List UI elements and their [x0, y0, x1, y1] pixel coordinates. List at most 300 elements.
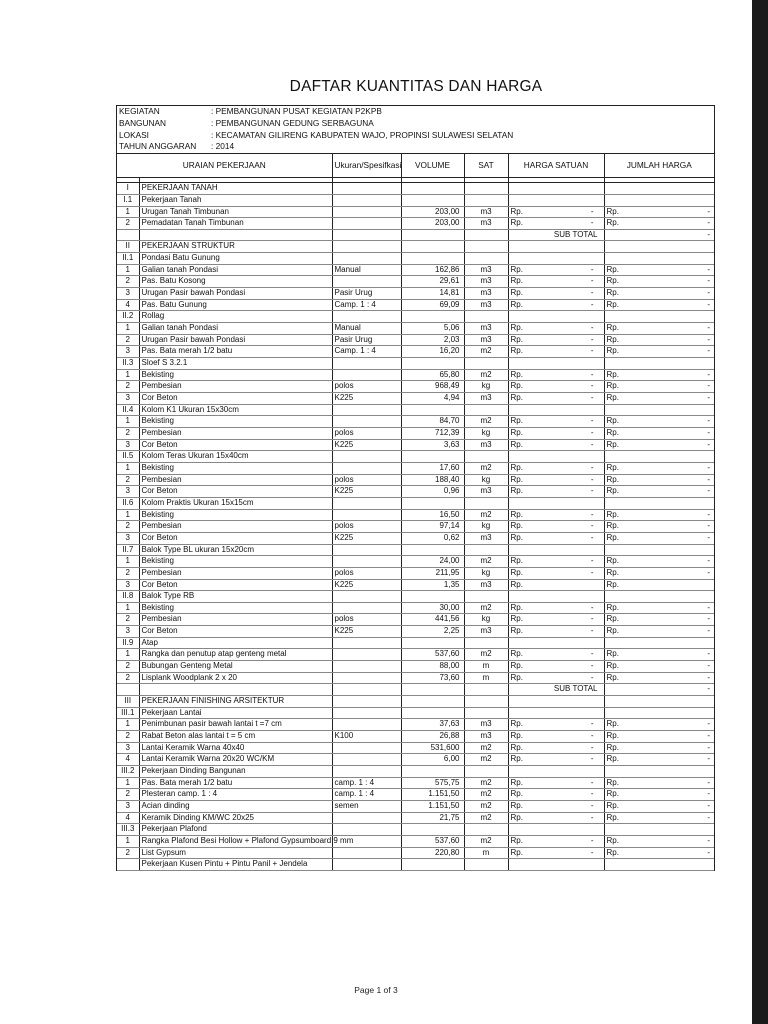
- row-number: 1: [117, 777, 139, 789]
- item-spec: polos: [332, 474, 401, 486]
- project-info-row: [117, 141, 714, 153]
- item-unit-price: [508, 323, 604, 335]
- currency-label: Rp.: [510, 521, 523, 531]
- table-row: [117, 264, 714, 276]
- empty-cell: [139, 229, 332, 241]
- subtotal-amount: -: [707, 229, 710, 239]
- total-price-value: -: [707, 614, 710, 624]
- item-unit-price: [508, 393, 604, 405]
- empty-cell: [604, 194, 714, 206]
- item-total-price: [604, 532, 714, 544]
- empty-cell: [508, 183, 604, 195]
- empty-cell: [464, 253, 508, 265]
- empty-cell: [508, 404, 604, 416]
- currency-label: Rp.: [606, 288, 619, 298]
- row-number: 4: [117, 812, 139, 824]
- item-unit-price: [508, 439, 604, 451]
- total-price-value: -: [707, 626, 710, 636]
- item-description: Keramik Dinding KM/WC 20x25: [139, 812, 332, 824]
- empty-cell: [508, 358, 604, 370]
- subsection-title: Balok Type BL ukuran 15x20cm: [139, 544, 332, 556]
- row-number: 4: [117, 299, 139, 311]
- item-unit-price: [508, 602, 604, 614]
- item-unit: m3: [464, 719, 508, 731]
- empty-cell: [464, 229, 508, 241]
- item-total-price: [604, 789, 714, 801]
- item-description: Pembesian: [139, 474, 332, 486]
- row-number: 1: [117, 416, 139, 428]
- item-unit: m2: [464, 789, 508, 801]
- empty-cell: [508, 311, 604, 323]
- subsection-title: Pondasi Batu Gunung: [139, 253, 332, 265]
- unit-price-value: -: [590, 532, 594, 542]
- currency-label: Rp.: [606, 276, 619, 286]
- item-unit-price: [508, 614, 604, 626]
- item-unit: m2: [464, 462, 508, 474]
- unit-price-value: -: [590, 789, 594, 799]
- empty-cell: [332, 451, 401, 463]
- currency-label: Rp.: [510, 847, 523, 857]
- project-info-value: : 2014: [211, 141, 235, 152]
- currency-label: Rp.: [510, 334, 523, 344]
- subsection-row: [117, 824, 714, 836]
- item-unit-price: [508, 754, 604, 766]
- empty-cell: [604, 253, 714, 265]
- item-total-price: [604, 812, 714, 824]
- item-total-price: [604, 800, 714, 812]
- item-description: Rangka dan penutup atap genteng metal: [139, 649, 332, 661]
- item-unit-price: [508, 218, 604, 230]
- currency-label: Rp.: [606, 649, 619, 659]
- total-price-value: -: [707, 334, 710, 344]
- currency-label: Rp.: [606, 474, 619, 484]
- project-info-value: : PEMBANGUNAN GEDUNG SERBAGUNA: [211, 117, 374, 128]
- table-row: [117, 742, 714, 754]
- item-volume: 97,14: [401, 521, 464, 533]
- currency-label: Rp.: [510, 731, 523, 741]
- item-volume: 30,00: [401, 602, 464, 614]
- currency-label: Rp.: [510, 835, 523, 845]
- item-spec: [332, 742, 401, 754]
- row-number: 2: [117, 276, 139, 288]
- row-number: 3: [117, 439, 139, 451]
- project-info-value: : PEMBANGUNAN PUSAT KEGIATAN P2KPB: [211, 106, 382, 116]
- currency-label: Rp.: [606, 439, 619, 449]
- row-number: III.2: [117, 766, 139, 778]
- item-total-price: [604, 334, 714, 346]
- item-unit: kg: [464, 521, 508, 533]
- item-volume: 1.151,50: [401, 789, 464, 801]
- total-price-value: -: [707, 323, 710, 333]
- subsection-row: [117, 451, 714, 463]
- item-description: Pembesian: [139, 614, 332, 626]
- empty-cell: [604, 241, 714, 253]
- item-total-price: [604, 474, 714, 486]
- currency-label: Rp.: [606, 218, 619, 228]
- table-row: [117, 847, 714, 859]
- item-volume: 1.151,50: [401, 800, 464, 812]
- unit-price-value: -: [590, 369, 594, 379]
- project-info-value: : KECAMATAN GILIRENG KABUPATEN WAJO, PROPINSI SULAWESI SELATAN: [211, 129, 514, 140]
- item-spec: [332, 847, 401, 859]
- subsection-title: Pekerjaan Lantai: [139, 707, 332, 719]
- total-price-value: -: [707, 381, 710, 391]
- item-unit: m2: [464, 742, 508, 754]
- row-number: 3: [117, 742, 139, 754]
- currency-label: Rp.: [510, 661, 523, 671]
- item-total-price: [604, 299, 714, 311]
- item-unit: m3: [464, 218, 508, 230]
- empty-cell: [332, 824, 401, 836]
- empty-cell: [117, 684, 139, 696]
- currency-label: Rp.: [510, 777, 523, 787]
- currency-label: Rp.: [606, 835, 619, 845]
- quantities-grid: [117, 153, 714, 871]
- empty-cell: [401, 358, 464, 370]
- item-unit: m2: [464, 649, 508, 661]
- subsection-row: [117, 358, 714, 370]
- item-unit-price: [508, 777, 604, 789]
- item-total-price: [604, 427, 714, 439]
- item-volume: 575,75: [401, 777, 464, 789]
- subsection-row: [117, 497, 714, 509]
- item-unit: m2: [464, 812, 508, 824]
- unit-price-value: -: [590, 614, 594, 624]
- item-total-price: [604, 276, 714, 288]
- item-unit: m2: [464, 602, 508, 614]
- row-number: II: [117, 241, 139, 253]
- row-number: 1: [117, 509, 139, 521]
- item-spec: Manual: [332, 264, 401, 276]
- empty-cell: [464, 707, 508, 719]
- currency-label: Rp.: [510, 474, 523, 484]
- item-volume: 73,60: [401, 672, 464, 684]
- table-row: [117, 754, 714, 766]
- item-unit: m3: [464, 299, 508, 311]
- item-total-price: [604, 462, 714, 474]
- empty-cell: [332, 311, 401, 323]
- item-unit: m3: [464, 393, 508, 405]
- empty-cell: [401, 194, 464, 206]
- empty-cell: [464, 859, 508, 871]
- table-row: [117, 381, 714, 393]
- row-number: II.8: [117, 591, 139, 603]
- subtotal-row: [117, 229, 714, 241]
- item-description: Bekisting: [139, 369, 332, 381]
- page-number: Page 1 of 3: [354, 985, 398, 995]
- item-spec: Pasir Urug: [332, 334, 401, 346]
- row-number: 1: [117, 556, 139, 568]
- currency-label: Rp.: [510, 626, 523, 636]
- item-spec: [332, 754, 401, 766]
- row-number: II.9: [117, 637, 139, 649]
- table-row: [117, 323, 714, 335]
- currency-label: Rp.: [606, 719, 619, 729]
- total-price-value: -: [707, 556, 710, 566]
- item-volume: 211,95: [401, 567, 464, 579]
- subsection-row: [117, 859, 714, 871]
- currency-label: Rp.: [606, 614, 619, 624]
- empty-cell: [332, 358, 401, 370]
- item-description: Cor Beton: [139, 626, 332, 638]
- item-unit: m: [464, 847, 508, 859]
- row-number: 3: [117, 532, 139, 544]
- currency-label: Rp.: [510, 288, 523, 298]
- item-volume: 220,80: [401, 847, 464, 859]
- row-number: 1: [117, 719, 139, 731]
- item-unit: m3: [464, 486, 508, 498]
- currency-label: Rp.: [510, 427, 523, 437]
- item-spec: Pasir Urug: [332, 288, 401, 300]
- unit-price-value: -: [590, 742, 594, 752]
- unit-price-value: -: [590, 719, 594, 729]
- item-description: Bekisting: [139, 602, 332, 614]
- unit-price-value: -: [590, 264, 594, 274]
- currency-label: Rp.: [510, 754, 523, 764]
- currency-label: Rp.: [510, 323, 523, 333]
- subtotal-value: [604, 684, 714, 696]
- item-volume: 21,75: [401, 812, 464, 824]
- item-unit: m2: [464, 416, 508, 428]
- subsection-row: [117, 707, 714, 719]
- item-unit-price: [508, 288, 604, 300]
- currency-label: Rp.: [606, 567, 619, 577]
- item-volume: 88,00: [401, 661, 464, 673]
- item-total-price: [604, 521, 714, 533]
- item-description: Bekisting: [139, 416, 332, 428]
- table-row: [117, 661, 714, 673]
- empty-cell: [401, 497, 464, 509]
- table-row: [117, 299, 714, 311]
- currency-label: Rp.: [510, 579, 523, 589]
- item-description: Cor Beton: [139, 439, 332, 451]
- item-volume: 968,49: [401, 381, 464, 393]
- item-spec: [332, 276, 401, 288]
- item-spec: [332, 602, 401, 614]
- item-unit: kg: [464, 427, 508, 439]
- subsection-row: [117, 591, 714, 603]
- unit-price-value: -: [590, 777, 594, 787]
- header-ukuran: Ukuran/Spesifkasi: [332, 154, 401, 178]
- currency-label: Rp.: [606, 206, 619, 216]
- currency-label: Rp.: [606, 672, 619, 682]
- unit-price-value: -: [590, 439, 594, 449]
- row-number: I: [117, 183, 139, 195]
- row-number: 3: [117, 288, 139, 300]
- item-total-price: [604, 754, 714, 766]
- currency-label: Rp.: [510, 649, 523, 659]
- empty-cell: [464, 183, 508, 195]
- currency-label: Rp.: [510, 276, 523, 286]
- item-description: Cor Beton: [139, 579, 332, 591]
- empty-cell: [464, 696, 508, 708]
- currency-label: Rp.: [606, 299, 619, 309]
- document-title: DAFTAR KUANTITAS DAN HARGA: [289, 78, 543, 95]
- project-info-key: LOKASI: [119, 129, 149, 140]
- total-price-value: -: [707, 789, 710, 799]
- total-price-value: -: [707, 602, 710, 612]
- item-description: Cor Beton: [139, 532, 332, 544]
- currency-label: Rp.: [606, 381, 619, 391]
- table-row: [117, 614, 714, 626]
- item-unit-price: [508, 427, 604, 439]
- table-row: [117, 486, 714, 498]
- item-unit-price: [508, 742, 604, 754]
- header-sat: SAT: [464, 154, 508, 178]
- subsection-row: [117, 253, 714, 265]
- item-unit-price: [508, 299, 604, 311]
- subsection-title: Kolom Praktis Ukuran 15x15cm: [139, 497, 332, 509]
- item-total-price: [604, 218, 714, 230]
- item-unit-price: [508, 474, 604, 486]
- unit-price-value: -: [590, 754, 594, 764]
- empty-cell: [508, 696, 604, 708]
- currency-label: Rp.: [510, 672, 523, 682]
- subtotal-amount: -: [707, 684, 710, 694]
- total-price-value: -: [707, 567, 710, 577]
- currency-label: Rp.: [606, 812, 619, 822]
- empty-cell: [508, 544, 604, 556]
- item-description: Urugan Pasir bawah Pondasi: [139, 334, 332, 346]
- project-info-row: [117, 106, 714, 118]
- item-total-price: [604, 264, 714, 276]
- item-spec: K225: [332, 579, 401, 591]
- unit-price-value: -: [590, 521, 594, 531]
- table-row: [117, 556, 714, 568]
- total-price-value: -: [707, 731, 710, 741]
- currency-label: Rp.: [510, 299, 523, 309]
- table-row: [117, 218, 714, 230]
- row-number: II.5: [117, 451, 139, 463]
- currency-label: Rp.: [606, 789, 619, 799]
- table-row: [117, 462, 714, 474]
- unit-price-value: -: [590, 556, 594, 566]
- empty-cell: [464, 591, 508, 603]
- currency-label: Rp.: [606, 486, 619, 496]
- empty-cell: [604, 404, 714, 416]
- project-info: [117, 106, 714, 153]
- item-unit-price: [508, 381, 604, 393]
- item-unit-price: [508, 462, 604, 474]
- row-number: 2: [117, 218, 139, 230]
- total-price-value: -: [707, 264, 710, 274]
- empty-cell: [401, 451, 464, 463]
- table-row: [117, 777, 714, 789]
- table-row: [117, 800, 714, 812]
- item-unit-price: [508, 812, 604, 824]
- table-row: [117, 439, 714, 451]
- item-volume: 2,03: [401, 334, 464, 346]
- total-price-value: -: [707, 661, 710, 671]
- item-total-price: [604, 672, 714, 684]
- currency-label: Rp.: [510, 509, 523, 519]
- item-spec: semen: [332, 800, 401, 812]
- subsection-row: [117, 404, 714, 416]
- total-price-value: -: [707, 777, 710, 787]
- item-unit-price: [508, 835, 604, 847]
- item-unit-price: [508, 369, 604, 381]
- empty-cell: [464, 497, 508, 509]
- empty-cell: [332, 696, 401, 708]
- empty-cell: [401, 707, 464, 719]
- unit-price-value: -: [590, 462, 594, 472]
- currency-label: Rp.: [510, 532, 523, 542]
- item-description: Pembesian: [139, 567, 332, 579]
- total-price-value: -: [707, 532, 710, 542]
- subsection-title: Kolom K1 Ukuran 15x30cm: [139, 404, 332, 416]
- row-number: 3: [117, 346, 139, 358]
- total-price-value: -: [707, 346, 710, 356]
- unit-price-value: -: [590, 567, 594, 577]
- currency-label: Rp.: [510, 462, 523, 472]
- total-price-value: -: [707, 835, 710, 845]
- item-volume: 16,20: [401, 346, 464, 358]
- empty-cell: [464, 404, 508, 416]
- item-unit-price: [508, 486, 604, 498]
- empty-cell: [464, 684, 508, 696]
- row-number: III.1: [117, 707, 139, 719]
- currency-label: Rp.: [606, 661, 619, 671]
- currency-label: Rp.: [510, 486, 523, 496]
- item-description: Urugan Tanah Timbunan: [139, 206, 332, 218]
- empty-cell: [508, 194, 604, 206]
- column-header-row: [117, 154, 714, 178]
- header-uraian: URAIAN PEKERJAAN: [117, 154, 332, 178]
- empty-cell: [464, 358, 508, 370]
- item-volume: 203,00: [401, 206, 464, 218]
- section-row: [117, 183, 714, 195]
- subsection-row: [117, 194, 714, 206]
- empty-cell: [604, 824, 714, 836]
- item-total-price: [604, 719, 714, 731]
- item-description: Plesteran camp. 1 : 4: [139, 789, 332, 801]
- total-price-value: -: [707, 812, 710, 822]
- currency-label: Rp.: [510, 369, 523, 379]
- empty-cell: [332, 194, 401, 206]
- item-total-price: [604, 439, 714, 451]
- table-row: [117, 276, 714, 288]
- currency-label: Rp.: [510, 346, 523, 356]
- unit-price-value: -: [590, 381, 594, 391]
- unit-price-value: -: [590, 626, 594, 636]
- row-number: 2: [117, 521, 139, 533]
- unit-price-value: -: [590, 206, 594, 216]
- empty-cell: [401, 859, 464, 871]
- table-row: [117, 521, 714, 533]
- item-unit: kg: [464, 381, 508, 393]
- empty-cell: [139, 684, 332, 696]
- unit-price-value: -: [590, 649, 594, 659]
- item-description: Rangka Plafond Besi Hollow + Plafond Gypsumboard 9 mm: [139, 835, 332, 847]
- unit-price-value: -: [590, 346, 594, 356]
- row-number: II.4: [117, 404, 139, 416]
- currency-label: Rp.: [510, 416, 523, 426]
- total-price-value: -: [707, 649, 710, 659]
- unit-price-value: -: [590, 393, 594, 402]
- item-spec: Camp. 1 : 4: [332, 346, 401, 358]
- currency-label: Rp.: [510, 800, 523, 810]
- total-price-value: -: [707, 427, 710, 437]
- row-number: II.2: [117, 311, 139, 323]
- item-volume: 17,60: [401, 462, 464, 474]
- empty-cell: [332, 241, 401, 253]
- currency-label: Rp.: [510, 789, 523, 799]
- item-total-price: [604, 614, 714, 626]
- unit-price-value: -: [590, 299, 594, 309]
- header-jumlah-harga: JUMLAH HARGA: [604, 154, 714, 178]
- item-description: Bekisting: [139, 509, 332, 521]
- empty-cell: [332, 707, 401, 719]
